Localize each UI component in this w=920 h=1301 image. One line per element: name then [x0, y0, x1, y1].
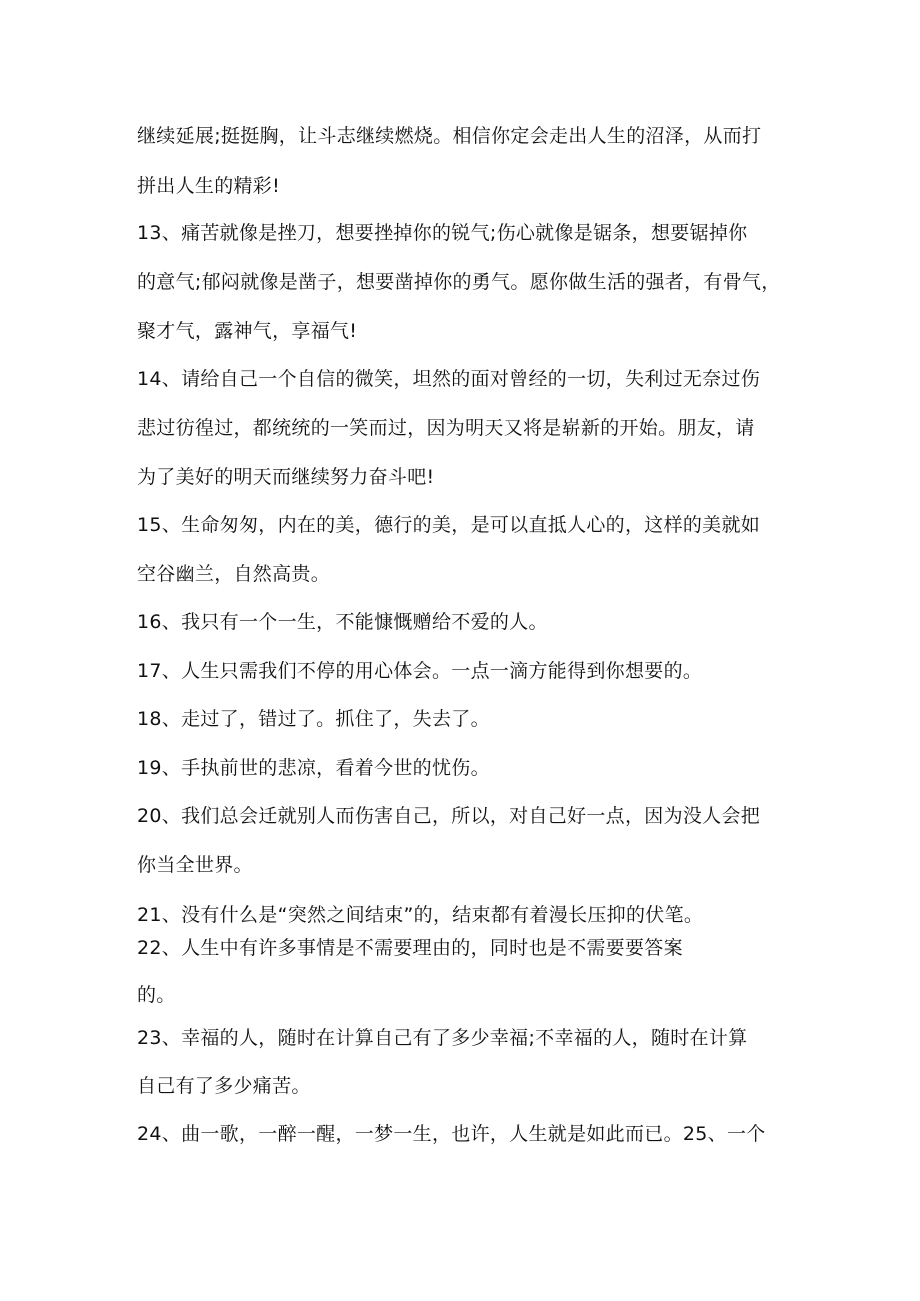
text-line: 14、请给自己一个自信的微笑，坦然的面对曾经的一切，失利过无奈过伤	[137, 368, 761, 390]
text-line: 自己有了多少痛苦。	[137, 1075, 311, 1097]
text-line: 17、人生只需我们不停的用心体会。一点一滴方能得到你想要的。	[137, 660, 703, 682]
text-line: 22、人生中有许多事情是不需要理由的，同时也是不需要要答案	[137, 937, 683, 959]
text-line: 的意气;郁闷就像是凿子，想要凿掉你的勇气。愿你做生活的强者，有骨气，	[137, 271, 781, 293]
text-line: 悲过彷徨过，都统统的一笑而过，因为明天又将是崭新的开始。朋友，请	[137, 417, 755, 439]
text-line: 继续延展;挺挺胸，让斗志继续燃烧。相信你定会走出人生的沼泽，从而打	[137, 125, 762, 147]
text-line: 你当全世界。	[137, 854, 253, 876]
text-line: 拼出人生的精彩!	[137, 175, 281, 197]
text-line: 18、走过了，错过了。抓住了，失去了。	[137, 708, 490, 730]
text-line: 20、我们总会迁就别人而伤害自己，所以，对自己好一点，因为没人会把	[137, 805, 761, 827]
text-line: 21、没有什么是“突然之间结束”的，结束都有着漫长压抑的伏笔。	[137, 904, 704, 926]
text-line: 24、曲一歌，一醉一醒，一梦一生，也许，人生就是如此而已。25、一个	[137, 1123, 766, 1145]
text-line: 13、痛苦就像是挫刀，想要挫掉你的锐气;伤心就像是锯条，想要锯掉你	[137, 222, 748, 244]
text-line: 空谷幽兰，自然高贵。	[137, 563, 331, 585]
text-line: 聚才气，露神气，享福气!	[137, 320, 358, 342]
text-line: 为了美好的明天而继续努力奋斗吧!	[137, 466, 435, 488]
text-line: 15、生命匆匆，内在的美，德行的美，是可以直抵人心的，这样的美就如	[137, 514, 761, 536]
text-line: 19、手执前世的悲凉，看着今世的忧伤。	[137, 757, 490, 779]
text-line: 的。	[137, 984, 176, 1006]
text-line: 16、我只有一个一生，不能慷慨赠给不爱的人。	[137, 611, 548, 633]
text-line: 23、幸福的人，随时在计算自己有了多少幸福;不幸福的人，随时在计算	[137, 1027, 748, 1049]
